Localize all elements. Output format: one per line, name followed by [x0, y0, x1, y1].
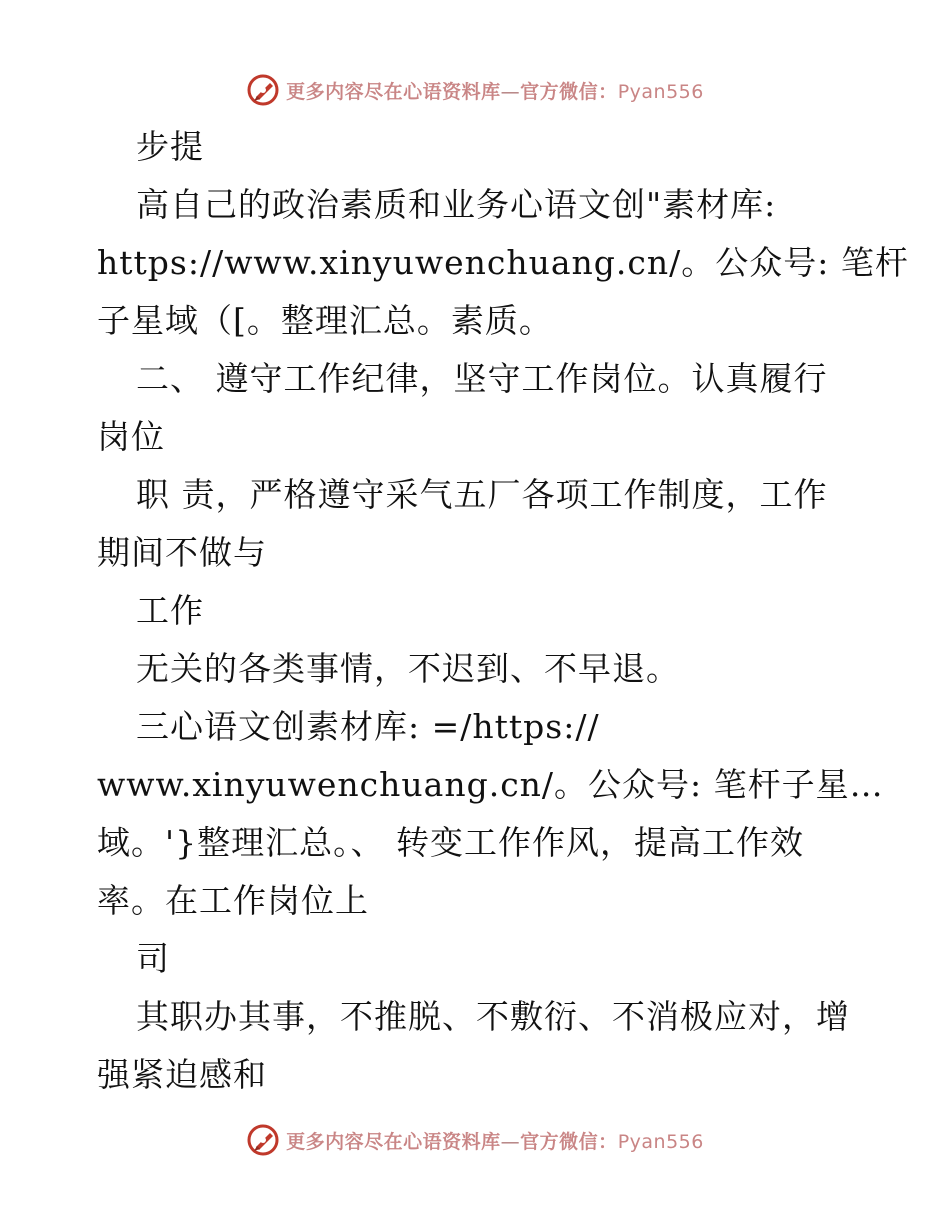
footer-watermark [0, 1120, 950, 1160]
body-line-6: 岗位 [97, 417, 165, 456]
header-watermark [0, 70, 950, 110]
header-wechat-id: Pyan556 [617, 80, 704, 103]
footer-watermark-text: 更多内容尽在心语资料库 [286, 1130, 501, 1153]
body-line-14: 率。在工作岗位上 [97, 881, 369, 920]
header-wechat-label: 官方微信： [520, 80, 618, 103]
body-line-11: 三心语文创素材库: =/https:// [136, 707, 600, 746]
body-line-9: 工作 [136, 591, 204, 630]
body-line-12: www.xinyuwenchuang.cn/。公众号: 笔杆子星… [97, 765, 884, 804]
body-line-10: 无关的各类事情，不迟到、不早退。 [136, 649, 680, 688]
footer-separator: — [500, 1130, 521, 1153]
header-watermark-text: 更多内容尽在心语资料库 [286, 80, 501, 103]
body-line-16: 其职办其事，不推脱、不敷衍、不消极应对，增 [136, 997, 850, 1036]
body-line-15: 司 [136, 939, 170, 978]
header-separator: — [500, 80, 521, 103]
pen-logo-icon [246, 73, 280, 107]
body-line-5: 二、 遵守工作纪律，坚守工作岗位。认真履行 [136, 359, 828, 398]
footer-wechat-label: 官方微信： [520, 1130, 618, 1153]
body-line-2: 高自己的政治素质和业务心语文创"素材库: [136, 185, 777, 224]
body-line-8: 期间不做与 [97, 533, 267, 572]
body-line-3: https://www.xinyuwenchuang.cn/。公众号: 笔杆 [97, 243, 909, 282]
body-line-7: 职 责，严格遵守采气五厂各项工作制度，工作 [136, 475, 828, 514]
body-line-4: 子星域（[。整理汇总。素质。 [97, 301, 553, 340]
pen-logo-icon [246, 1123, 280, 1157]
body-line-1: 步提 [136, 127, 204, 166]
footer-wechat-id: Pyan556 [617, 1130, 704, 1153]
body-line-13: 域。'}整理汇总。、 转变工作作风，提高工作效 [97, 823, 805, 862]
body-line-17: 强紧迫感和 [97, 1055, 267, 1094]
